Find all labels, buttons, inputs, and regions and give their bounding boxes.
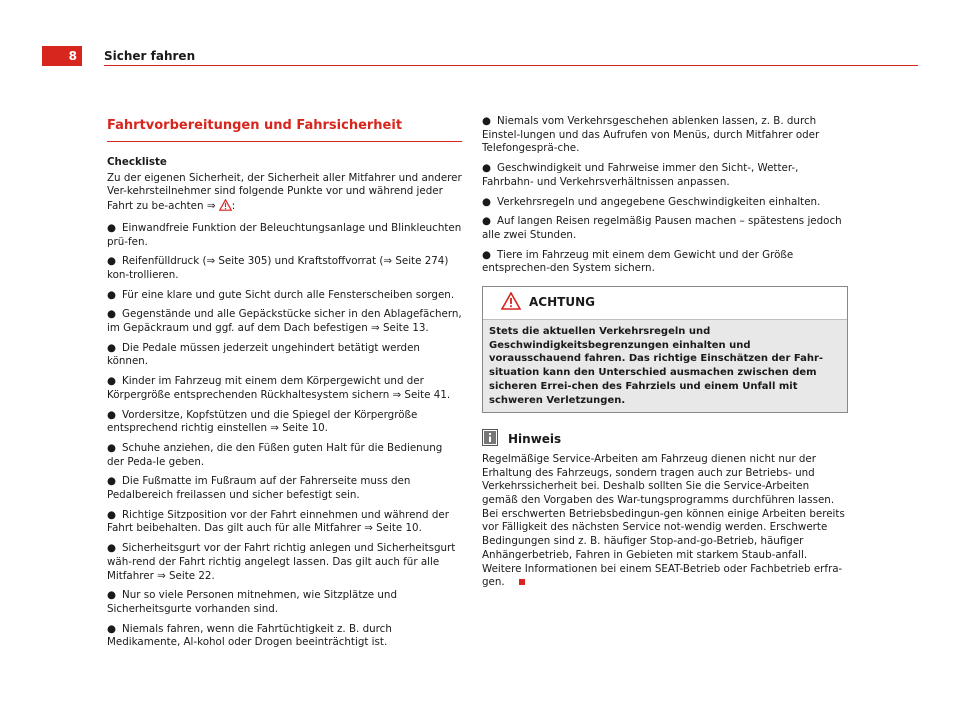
list-item: ● Die Fußmatte im Fußraum auf der Fahrerseite muss den Pedalbereich freilassen und sicher befestigt sein.	[107, 475, 411, 502]
list-item: ● Reifenfülldruck (⇒ Seite 305) und Kraftstoffvorrat (⇒ Seite 274) kon-trollieren.	[107, 255, 449, 281]
note-header	[482, 429, 848, 451]
warning-box	[482, 286, 848, 413]
note-text: Regelmäßige Service-Arbeiten am Fahrzeug dienen nicht nur der Erhaltung des Fahrzeugs, sondern tragen auch zur Betriebs- und Verkehrssicherheit bei. Deshalb sollten Sie die Service-Arbeiten gemäß den Vorgaben des War-tungsprogramms durchführen lassen. Bei erschwerten Betriebsbedingun-gen können einige Arbeiten bereits vor Fälligkeit des nächsten Service not-wendig werden. Erschwerte Bedingungen sind z. B. häufiger Stop-and-go-Betrieb, häufiger Anhängerbetrieb, Fahren in Gebieten mit starkem Staub-anfall. Weitere Informationen bei einem SEAT-Betrieb oder Fachbetrieb erfra-gen.	[482, 452, 845, 589]
list-item: ● Nur so viele Personen mitnehmen, wie Sitzplätze und Sicherheitsgurte vorhanden sind.	[107, 589, 397, 615]
warning-header	[483, 287, 847, 319]
header-rule	[104, 65, 918, 66]
warning-text: Stets die aktuellen Verkehrsregeln und Geschwindigkeitsbegrenzungen einhalten und vorausschauend fahren. Das richtige Einschätzen der Fahr-situation kann den Unterschied ausmachen zwischen dem sicheren Errei-chen des Fahrziels und einem Unfall mit schweren Verletzungen.	[483, 319, 847, 412]
info-note-icon	[482, 429, 498, 451]
list-item: ● Niemals fahren, wenn die Fahrtüchtigkeit z. B. durch Medikamente, Al-kohol oder Drogen beeinträchtigt ist.	[107, 622, 392, 649]
list-item: ● Schuhe anziehen, die den Füßen guten Halt für die Bedienung der Peda-le geben.	[107, 441, 443, 468]
list-item: ● Kinder im Fahrzeug mit einem dem Körpergewicht und der Körpergröße entsprechenden Rückhaltesystem sichern ⇒ Seite 41.	[107, 375, 451, 401]
list-item: ● Vordersitze, Kopfstützen und die Spiegel der Körpergröße entsprechend richtig einstellen ⇒ Seite 10.	[107, 408, 418, 435]
section-end-icon	[519, 579, 525, 585]
right-column	[482, 115, 848, 590]
list-item: ● Gegenstände und alle Gepäckstücke sicher in den Ablagefächern, im Gepäckraum und ggf. auf dem Dach befestigen ⇒ Seite 13.	[107, 308, 462, 335]
list-item: ● Niemals vom Verkehrsgeschehen ablenken lassen, z. B. durch Einstel-lungen und das Aufrufen von Menüs, durch Mitfahrer oder Telefongesprä-che.	[482, 115, 820, 155]
checklist-title: Checkliste	[107, 156, 167, 168]
intro-text: Zu der eigenen Sicherheit, der Sicherheit aller Mitfahrer und anderer Ver-kehrsteilnehmer sind folgende Punkte vor und während jeder Fahrt zu be-achten ⇒	[107, 171, 462, 213]
list-item: ● Geschwindigkeit und Fahrweise immer den Sicht-, Wetter-, Fahrbahn- und Verkehrsverhältnissen anpassen.	[482, 162, 799, 188]
warning-triangle-icon[interactable]	[219, 199, 232, 216]
list-item: ● Die Pedale müssen jederzeit ungehindert betätigt werden können.	[107, 341, 420, 368]
checklist-intro	[107, 172, 462, 216]
warning-title: ACHTUNG	[529, 295, 595, 310]
page-header	[42, 46, 918, 66]
note-section	[482, 429, 848, 590]
list-item: ● Sicherheitsgurt vor der Fahrt richtig anlegen und Sicherheitsgurt wäh-rend der Fahrt richtig angelegt lassen. Das gilt auch für alle Mitfahrer ⇒ Seite 22.	[107, 542, 456, 582]
list-item: ● Für eine klare und gute Sicht durch alle Fensterscheiben sorgen.	[107, 288, 455, 301]
checklist-continued	[482, 115, 848, 276]
list-item: ● Richtige Sitzposition vor der Fahrt einnehmen und während der Fahrt beibehalten. Das gilt auch für alle Mitfahrer ⇒ Seite 10.	[107, 508, 449, 535]
chapter-title: Sicher fahren	[104, 49, 196, 63]
section-rule	[107, 141, 462, 142]
note-title: Hinweis	[508, 432, 562, 447]
section-title: Fahrtvorbereitungen und Fahrsicherheit	[107, 118, 403, 133]
page-number: 8	[42, 46, 82, 66]
list-item: ● Auf langen Reisen regelmäßig Pausen machen – spätestens jedoch alle zwei Stunden.	[482, 215, 842, 241]
left-column	[107, 117, 462, 656]
warning-triangle-icon	[501, 292, 521, 315]
checklist	[107, 222, 462, 650]
list-item: ● Einwandfreie Funktion der Beleuchtungsanlage und Blinkleuchten prü-fen.	[107, 221, 462, 248]
intro-suffix: :	[231, 200, 236, 213]
list-item: ● Verkehrsregeln und angegebene Geschwindigkeiten einhalten.	[482, 195, 821, 208]
list-item: ● Tiere im Fahrzeug mit einem dem Gewicht und der Größe entsprechen-den System sichern.	[482, 248, 794, 275]
